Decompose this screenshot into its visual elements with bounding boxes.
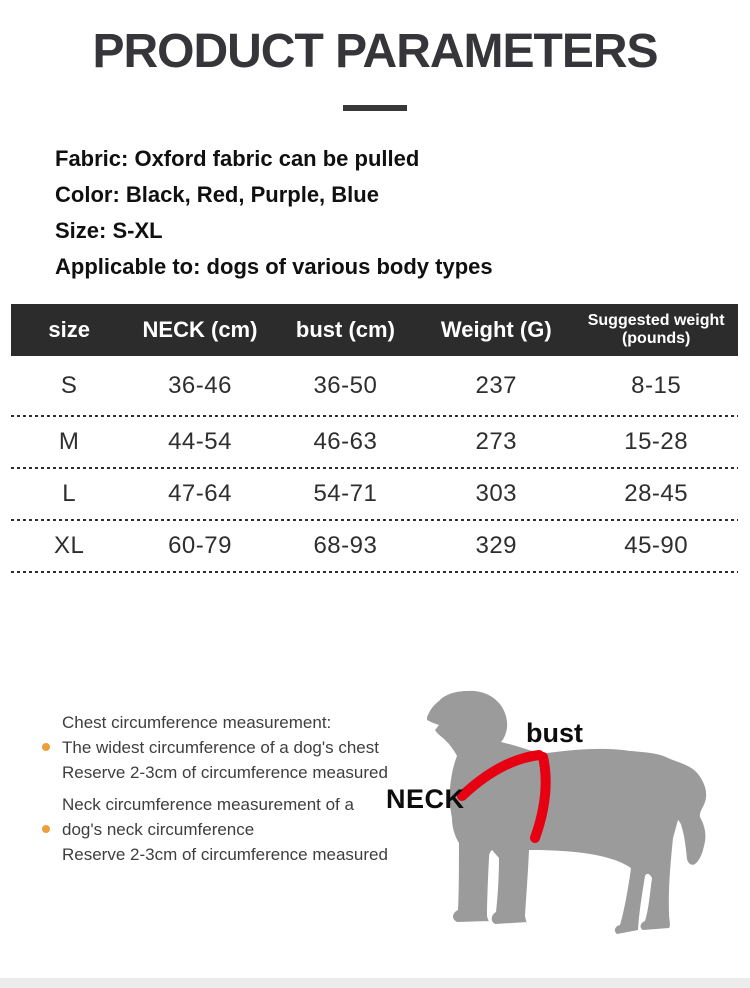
note-line: Neck circumference measurement of a bbox=[62, 795, 354, 814]
table-header-row bbox=[11, 304, 738, 356]
cell-weight: 329 bbox=[475, 532, 518, 559]
table-row bbox=[11, 469, 738, 519]
bullet-dot-icon bbox=[42, 743, 50, 751]
header-neck: NECK (cm) bbox=[142, 317, 258, 343]
cell-weight: 273 bbox=[475, 428, 518, 455]
cell-bust: 36-50 bbox=[313, 371, 378, 399]
cell-suggested: 28-45 bbox=[624, 480, 689, 507]
neck-measurement-note bbox=[40, 792, 400, 867]
bottom-strip bbox=[0, 978, 750, 988]
title-underline bbox=[343, 105, 407, 111]
cell-suggested: 45-90 bbox=[624, 532, 689, 559]
cell-neck: 47-64 bbox=[168, 480, 232, 507]
dog-measurement-diagram bbox=[380, 660, 750, 988]
cell-neck: 60-79 bbox=[168, 532, 232, 559]
cell-size: L bbox=[62, 480, 77, 507]
page-title: PRODUCT PARAMETERS bbox=[92, 25, 658, 78]
header-size: size bbox=[48, 317, 90, 343]
product-info bbox=[55, 141, 493, 285]
cell-suggested: 8-15 bbox=[631, 371, 682, 399]
cell-bust: 68-93 bbox=[313, 532, 378, 559]
table-row bbox=[11, 356, 738, 415]
note-line: Reserve 2-3cm of circumference measured bbox=[62, 763, 388, 782]
bust-label: bust bbox=[526, 718, 583, 748]
header-bust: bust (cm) bbox=[295, 317, 395, 343]
row-separator bbox=[11, 571, 738, 573]
cell-size: M bbox=[58, 428, 80, 455]
header-suggested: Suggested weight (pounds) bbox=[587, 311, 725, 347]
cell-suggested: 15-28 bbox=[624, 428, 689, 455]
info-line-color: Color: Black, Red, Purple, Blue bbox=[55, 182, 379, 207]
cell-weight: 237 bbox=[475, 371, 518, 399]
table-row bbox=[11, 521, 738, 571]
cell-weight: 303 bbox=[475, 480, 518, 507]
measurement-notes bbox=[40, 710, 400, 874]
note-line: dog's neck circumference bbox=[62, 820, 255, 839]
cell-bust: 46-63 bbox=[313, 428, 378, 455]
cell-bust: 54-71 bbox=[313, 480, 378, 507]
note-line: Chest circumference measurement: bbox=[62, 713, 332, 732]
cell-size: XL bbox=[53, 532, 85, 559]
size-table bbox=[11, 304, 738, 573]
info-line-fabric: Fabric: Oxford fabric can be pulled bbox=[55, 146, 420, 171]
cell-size: S bbox=[60, 371, 78, 399]
cell-neck: 44-54 bbox=[168, 428, 232, 455]
note-line: The widest circumference of a dog's chest bbox=[62, 738, 379, 757]
chest-measurement-note bbox=[40, 710, 400, 785]
bullet-dot-icon bbox=[42, 825, 50, 833]
table-row bbox=[11, 417, 738, 467]
header-weight: Weight (G) bbox=[440, 317, 552, 343]
cell-neck: 36-46 bbox=[168, 371, 232, 399]
neck-label: NECK bbox=[386, 784, 465, 814]
info-line-size: Size: S-XL bbox=[55, 218, 163, 243]
note-line: Reserve 2-3cm of circumference measured bbox=[62, 845, 388, 864]
info-line-applicable: Applicable to: dogs of various body types bbox=[55, 254, 493, 279]
